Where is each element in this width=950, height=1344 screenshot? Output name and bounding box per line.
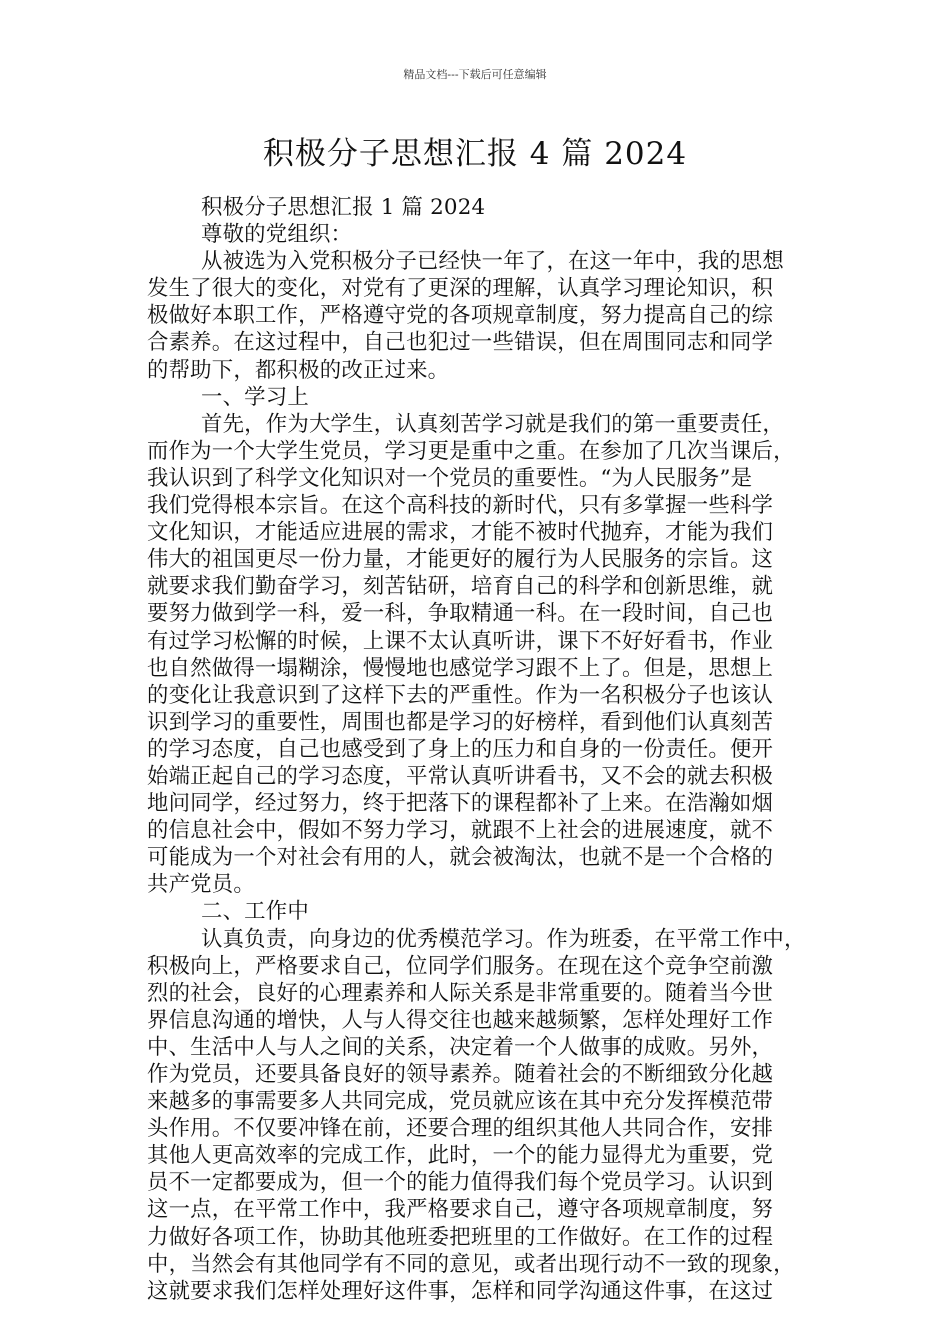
text-line: 一、学习上 bbox=[201, 384, 309, 410]
text-line: 我认识到了科学文化知识对一个党员的重要性。“为人民服务”是 bbox=[147, 465, 753, 491]
text-line: 作为党员，还要具备良好的领导素养。随着社会的不断细致分化越 bbox=[147, 1062, 774, 1087]
text-line: 的信息社会中，假如不努力学习，就跟不上社会的进展速度，就不 bbox=[147, 818, 774, 844]
text-line: 识到学习的重要性，周围也都是学习的好榜样，看到他们认真刻苦 bbox=[147, 709, 774, 735]
text-line: 从被选为入党积极分子已经快一年了，在这一年中，我的思想 bbox=[201, 249, 784, 275]
page-header-note: 精品文档---下载后可任意编辑 bbox=[403, 68, 547, 81]
text-line: 积极向上，严格要求自己，位同学们服务。在现在这个竞争空前激 bbox=[147, 953, 774, 979]
text-line: 的学习态度，自己也感受到了身上的压力和自身的一份责任。便开 bbox=[147, 736, 774, 762]
text-line: 力做好各项工作，协助其他班委把班里的工作做好。在工作的过程 bbox=[147, 1224, 774, 1250]
text-line: 烈的社会，良好的心理素养和人际关系是非常重要的。随着当今世 bbox=[147, 980, 774, 1006]
text-line: 头作用。不仅要冲锋在前，还要合理的组织其他人共同合作，安排 bbox=[147, 1116, 774, 1142]
text-line: 这就要求我们怎样处理好这件事，怎样和同学沟通这件事，在这过 bbox=[147, 1278, 774, 1304]
text-line: 尊敬的党组织： bbox=[201, 222, 353, 248]
text-line: 来越多的事需要多人共同完成，党员就应该在其中充分发挥模范带 bbox=[147, 1089, 774, 1115]
text-line: 的变化让我意识到了这样下去的严重性。作为一名积极分子也该认 bbox=[147, 682, 774, 708]
text-line: 我们党得根本宗旨。在这个高科技的新时代，只有多掌握一些科学 bbox=[147, 493, 774, 519]
text-line: 伟大的祖国更尽一份力量，才能更好的履行为人民服务的宗旨。这 bbox=[147, 547, 774, 573]
text-line: 这一点，在平常工作中，我严格要求自己，遵守各项规章制度，努 bbox=[147, 1197, 774, 1223]
text-line: 发生了很大的变化，对党有了更深的理解，认真学习理论知识，积 bbox=[147, 276, 774, 302]
text-line: 中、生活中人与人之间的关系，决定着一个人做事的成败。另外， bbox=[147, 1034, 774, 1060]
text-line: 二、工作中 bbox=[201, 899, 309, 925]
text-line: 认真负责，向身边的优秀模范学习。作为班委，在平常工作中， bbox=[201, 926, 806, 952]
text-line: 其他人更高效率的完成工作，此时，一个的能力显得尤为重要，党 bbox=[147, 1143, 774, 1169]
text-line: 有过学习松懈的时候，上课不太认真听讲，课下不好好看书，作业 bbox=[147, 628, 774, 654]
text-line: 合素养。在这过程中，自己也犯过一些错误，但在周围同志和同学 bbox=[147, 330, 774, 356]
text-line: 中，当然会有其他同学有不同的意见，或者出现行动不一致的现象， bbox=[147, 1251, 795, 1277]
text-line: 可能成为一个对社会有用的人，就会被淘汰，也就不是一个合格的 bbox=[147, 845, 774, 871]
text-line: 而作为一个大学生党员，学习更是重中之重。在参加了几次当课后， bbox=[147, 438, 795, 464]
text-line: 共产党员。 bbox=[147, 872, 255, 898]
text-line: 首先，作为大学生，认真刻苦学习就是我们的第一重要责任， bbox=[201, 411, 784, 437]
text-line: 员不一定都要成为，但一个的能力值得我们每个党员学习。认识到 bbox=[147, 1170, 774, 1196]
text-line: 界信息沟通的增快，人与人得交往也越来越频繁，怎样处理好工作 bbox=[147, 1007, 774, 1033]
text-line: 地问同学，经过努力，终于把落下的课程都补了上来。在浩瀚如烟 bbox=[147, 791, 774, 817]
text-line: 积极分子思想汇报 1 篇 2024 bbox=[201, 195, 486, 220]
text-line: 文化知识，才能适应进展的需求，才能不被时代抛弃，才能为我们 bbox=[147, 520, 774, 546]
text-line: 要努力做到学一科，爱一科，争取精通一科。在一段时间，自己也 bbox=[147, 601, 774, 627]
text-line: 极做好本职工作，严格遵守党的各项规章制度，努力提高自己的综 bbox=[147, 303, 774, 329]
text-line: 的帮助下，都积极的改正过来。 bbox=[147, 357, 450, 383]
document-title: 积极分子思想汇报 4 篇 2024 bbox=[262, 136, 688, 172]
document-body bbox=[147, 194, 807, 1305]
text-line: 就要求我们勤奋学习，刻苦钻研，培育自己的科学和创新思维，就 bbox=[147, 574, 774, 600]
text-line: 始端正起自己的学习态度，平常认真听讲看书，又不会的就去积极 bbox=[147, 763, 774, 789]
text-line: 也自然做得一塌糊涂，慢慢地也感觉学习跟不上了。但是，思想上 bbox=[147, 655, 774, 681]
